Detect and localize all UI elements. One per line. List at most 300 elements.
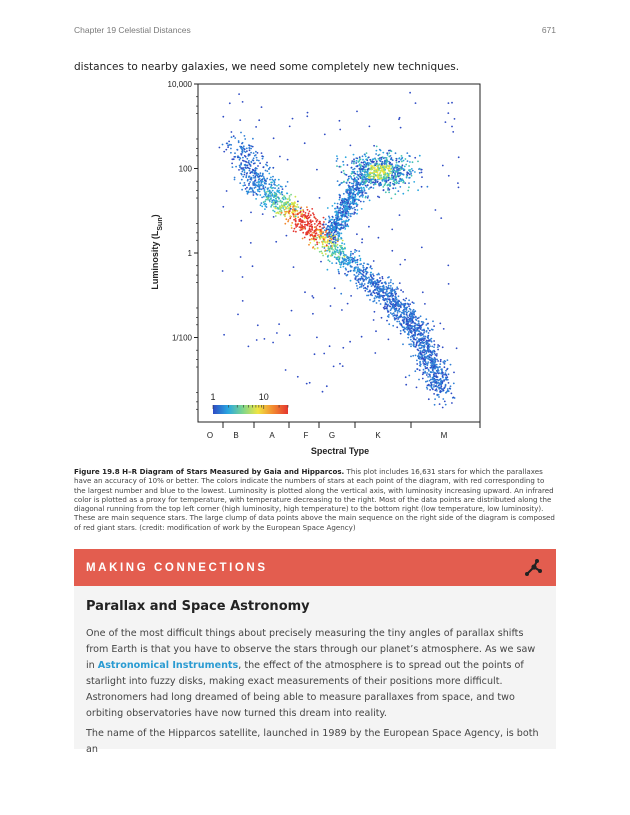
data-point [374,300,376,302]
astronomical-instruments-link[interactable]: Astronomical Instruments [97,660,239,671]
data-point [292,118,294,120]
data-point [359,255,361,257]
data-point [361,174,363,176]
data-point [357,209,359,211]
data-point [411,175,413,177]
data-point [261,155,263,157]
data-point [266,170,268,172]
data-point [242,152,244,154]
data-point [386,298,388,300]
data-point [253,183,255,185]
data-point [339,363,341,365]
data-point [274,211,276,213]
data-point [378,274,380,276]
data-point [439,388,441,390]
data-point [295,226,297,228]
data-point [345,210,347,212]
data-point [296,210,298,212]
data-point [421,347,423,349]
data-point [395,152,397,154]
data-point [280,200,282,202]
data-point [402,310,404,312]
data-point [361,162,363,164]
data-point [316,243,318,245]
data-point [428,384,430,386]
y-tick-label: 1/100 [171,333,192,343]
data-point [322,391,324,393]
x-tick-label: B [233,431,239,440]
data-point [435,209,437,211]
data-point [394,308,396,310]
data-point [363,262,365,264]
data-point [342,224,344,226]
data-point [272,187,274,189]
data-point [358,250,360,252]
data-point [275,212,277,214]
data-point [238,140,240,142]
data-point [328,249,330,251]
data-point [353,200,355,202]
data-point [386,159,388,161]
data-point [361,180,363,182]
data-point [357,259,359,261]
data-point [373,145,375,147]
data-point [360,171,362,173]
data-point [355,275,357,277]
data-point [335,221,337,223]
data-point [414,334,416,336]
data-point [439,363,441,365]
data-point [444,361,446,363]
data-point [316,220,318,222]
data-point [407,329,409,331]
data-point [344,221,346,223]
data-point [439,323,441,325]
data-point [458,187,460,189]
data-point [386,308,388,310]
data-point [426,365,428,367]
data-point [370,265,372,267]
data-point [360,258,362,260]
data-point [340,237,342,239]
data-point [356,203,358,205]
data-point [361,273,363,275]
data-point [353,274,355,276]
data-point [333,243,335,245]
data-point [347,179,349,181]
data-point [337,249,339,251]
data-point [345,254,347,256]
data-point [287,206,289,208]
data-point [278,213,280,215]
data-point [240,220,242,222]
data-point [317,248,319,250]
data-point [346,224,348,226]
data-point [354,180,356,182]
data-point [347,271,349,273]
data-point [250,165,252,167]
data-point [242,185,244,187]
data-point [295,218,297,220]
data-point [307,209,309,211]
data-point [305,233,307,235]
data-point [390,150,392,152]
data-point [371,172,373,174]
data-point [365,159,367,161]
data-point [386,181,388,183]
data-point [384,178,386,180]
data-point [397,300,399,302]
data-point [361,238,363,240]
data-point [271,200,273,202]
data-point [299,226,301,228]
x-axis-label: Spectral Type [310,446,370,456]
data-point [357,264,359,266]
data-point [436,386,438,388]
data-point [418,350,420,352]
data-point [396,180,398,182]
data-point [223,334,225,336]
data-point [367,184,369,186]
data-point [307,225,309,227]
data-point [408,177,410,179]
data-point [399,214,401,216]
data-point [251,161,253,163]
data-point [293,266,295,268]
data-point [413,343,415,345]
data-point [421,357,423,359]
data-point [434,372,436,374]
data-point [440,359,442,361]
data-point [280,214,282,216]
x-tick-label: F [303,431,309,440]
data-point [407,303,409,305]
data-point [279,156,281,158]
data-point [365,185,367,187]
data-point [247,167,249,169]
data-point [359,176,361,178]
data-point [246,148,248,150]
data-point [248,147,250,149]
data-point [270,206,272,208]
data-point [394,296,396,298]
data-point [350,145,352,147]
data-point [355,162,357,164]
data-point [408,155,410,157]
data-point [280,193,282,195]
data-point [415,102,417,104]
data-point [334,287,336,289]
data-point [435,379,437,381]
data-point [380,172,382,174]
data-point [413,302,415,304]
data-point [417,161,419,163]
data-point [298,206,300,208]
data-point [424,359,426,361]
data-point [399,117,401,119]
data-point [427,186,429,188]
data-point [307,220,309,222]
data-point [263,196,265,198]
data-point [416,325,418,327]
data-point [398,158,400,160]
data-point [269,179,271,181]
data-point [387,172,389,174]
data-point [403,170,405,172]
data-point [278,323,280,325]
data-point [239,166,241,168]
data-point [396,321,398,323]
data-point [358,281,360,283]
data-point [415,319,417,321]
data-point [353,171,355,173]
data-point [302,220,304,222]
data-point [391,159,393,161]
data-point [374,179,376,181]
data-point [242,167,244,169]
data-point [390,281,392,283]
data-point [365,279,367,281]
data-point [256,157,258,159]
data-point [368,226,370,228]
data-point [442,407,444,409]
data-point [378,300,380,302]
data-point [368,179,370,181]
data-point [350,254,352,256]
data-point [391,250,393,252]
data-point [368,164,370,166]
data-point [419,362,421,364]
data-point [341,171,343,173]
data-point [419,369,421,371]
data-point [336,257,338,259]
data-point [433,325,435,327]
data-point [350,295,352,297]
data-point [426,340,428,342]
data-point [363,169,365,171]
data-point [449,388,451,390]
data-point [374,171,376,173]
data-point [451,126,453,128]
data-point [274,187,276,189]
data-point [426,372,428,374]
data-point [409,161,411,163]
data-point [275,208,277,210]
data-point [440,386,442,388]
data-point [352,199,354,201]
data-point [452,131,454,133]
data-point [325,237,327,239]
data-point [437,382,439,384]
data-point [375,181,377,183]
data-point [389,163,391,165]
x-tick-label: O [206,431,214,440]
data-point [307,232,309,234]
data-point [244,169,246,171]
data-point [373,176,375,178]
data-point [412,355,414,357]
data-point [456,347,458,349]
data-point [305,212,307,214]
data-point [261,188,263,190]
data-point [373,184,375,186]
data-point [315,244,317,246]
data-point [285,369,287,371]
data-point [367,291,369,293]
data-point [355,189,357,191]
data-point [360,201,362,203]
data-point [344,243,346,245]
data-point [393,175,395,177]
data-point [319,197,321,199]
data-point [381,158,383,160]
data-point [445,378,447,380]
data-point [400,289,402,291]
data-point [424,372,426,374]
data-point [291,227,293,229]
data-point [346,204,348,206]
data-point [270,186,272,188]
data-point [432,362,434,364]
data-point [336,218,338,220]
data-point [294,208,296,210]
data-point [391,198,393,200]
data-point [356,205,358,207]
data-point [333,233,335,235]
data-point [272,176,274,178]
data-point [410,173,412,175]
data-point [336,160,338,162]
data-point [343,255,345,257]
data-point [337,269,339,271]
data-point [419,347,421,349]
data-point [266,178,268,180]
data-point [394,172,396,174]
data-point [388,161,390,163]
data-point [371,166,373,168]
data-point [398,300,400,302]
data-point [384,174,386,176]
data-point [265,186,267,188]
data-point [388,298,390,300]
data-point [237,314,239,316]
data-point [349,188,351,190]
data-point [373,275,375,277]
data-point [263,203,265,205]
data-point [327,229,329,231]
data-point [406,152,408,154]
y-tick-label: 10,000 [167,80,192,89]
data-point [373,173,375,175]
data-point [370,182,372,184]
data-point [253,157,255,159]
data-point [259,194,261,196]
data-point [376,175,378,177]
data-point [347,164,349,166]
data-point [249,170,251,172]
data-point [337,244,339,246]
data-point [340,166,342,168]
data-point [227,143,229,145]
data-point [340,266,342,268]
data-point [341,208,343,210]
data-point [306,383,308,385]
data-point [398,180,400,182]
data-point [284,214,286,216]
data-point [409,308,411,310]
data-point [416,360,418,362]
data-point [379,149,381,151]
data-point [356,173,358,175]
data-point [371,161,373,163]
data-point [284,215,286,217]
data-point [355,283,357,285]
data-point [255,198,257,200]
data-point [447,265,449,267]
data-point [422,360,424,362]
data-point [353,203,355,205]
data-point [239,165,241,167]
data-point [250,152,252,154]
data-point [275,193,277,195]
data-point [416,387,418,389]
data-point [403,174,405,176]
data-point [370,294,372,296]
data-point [440,384,442,386]
data-point [319,226,321,228]
data-point [242,149,244,151]
data-point [406,307,408,309]
data-point [339,218,341,220]
data-point [275,202,277,204]
data-point [392,170,394,172]
data-point [443,387,445,389]
data-point [371,279,373,281]
data-point [361,276,363,278]
data-point [343,181,345,183]
data-point [247,165,249,167]
data-point [241,179,243,181]
data-point [436,359,438,361]
data-point [440,391,442,393]
data-point [428,398,430,400]
data-point [369,162,371,164]
data-point [421,247,423,249]
data-point [421,172,423,174]
data-point [384,282,386,284]
data-point [376,146,378,148]
data-point [382,152,384,154]
data-point [316,241,318,243]
intro-text: distances to nearby galaxies, we need some completely new techniques. [74,61,460,73]
data-point [405,323,407,325]
data-point [403,327,405,329]
data-point [388,323,390,325]
data-point [350,201,352,203]
data-point [420,327,422,329]
data-point [362,190,364,192]
data-point [416,363,418,365]
data-point [401,158,403,160]
data-point [341,182,343,184]
data-point [381,164,383,166]
data-point [383,169,385,171]
data-point [339,245,341,247]
data-point [415,331,417,333]
data-point [394,304,396,306]
data-point [339,207,341,209]
data-point [327,269,329,271]
